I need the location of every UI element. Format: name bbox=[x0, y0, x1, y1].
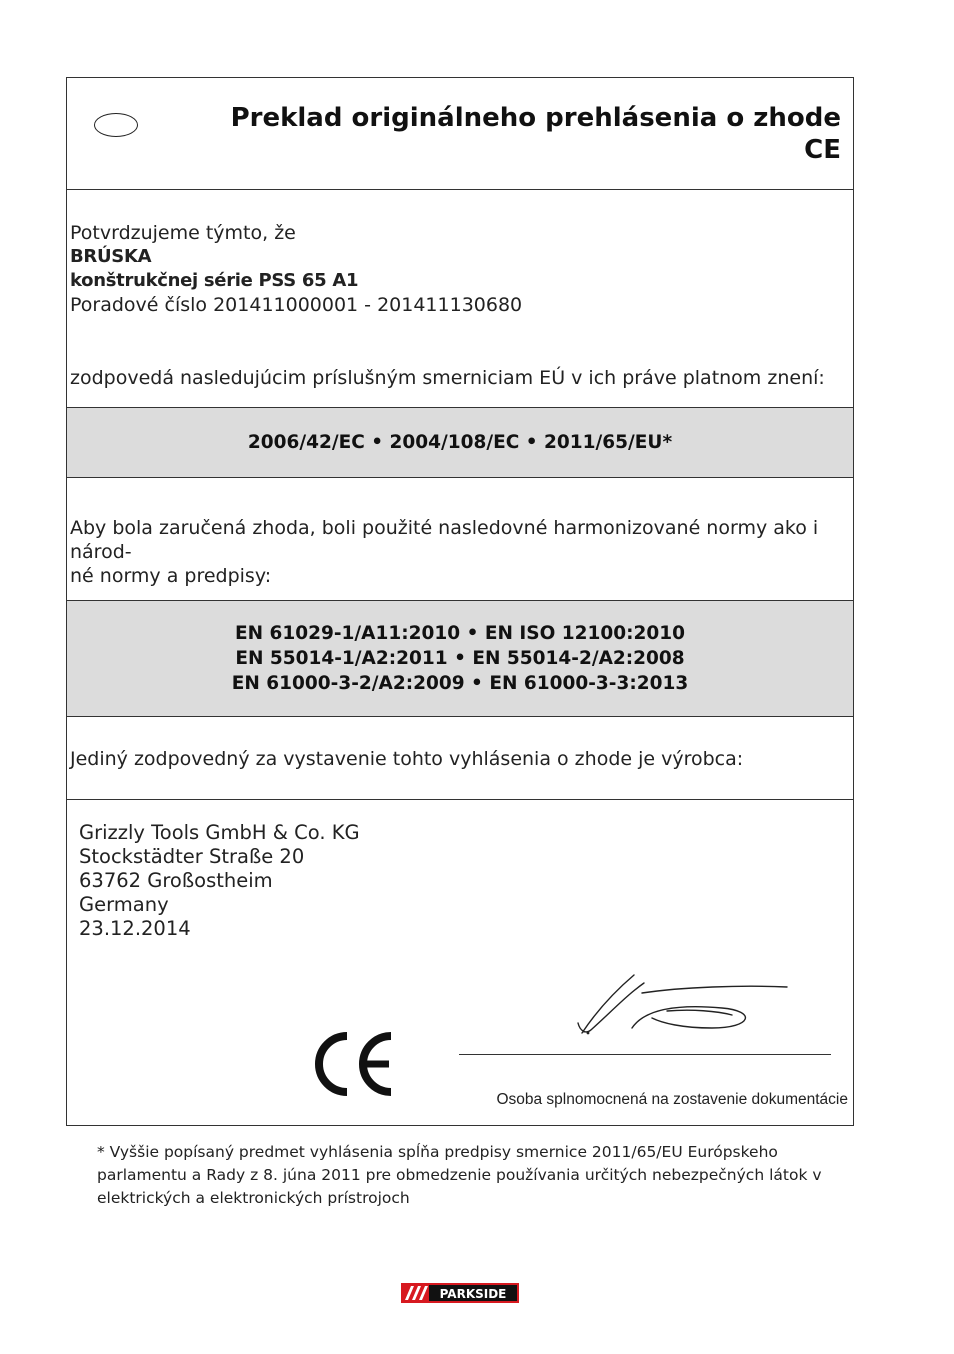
footnote-line: elektrických a elektronických prístrojoch bbox=[97, 1189, 410, 1207]
directives-intro: zodpovedá nasledujúcim príslušným smerniciam EÚ v ich práve platnom znení: bbox=[70, 367, 825, 389]
directives-list: 2006/42/EC • 2004/108/EC • 2011/65/EU* bbox=[247, 432, 673, 453]
norms-list bbox=[67, 621, 853, 696]
signature-line bbox=[459, 1054, 831, 1055]
address-line: Grizzly Tools GmbH & Co. KG bbox=[79, 821, 360, 844]
norm-line: EN 61000-3-2/A2:2009 • EN 61000-3-3:2013 bbox=[231, 673, 689, 694]
norms-intro-line-1: Aby bola zaručená zhoda, boli použité nasledovné harmonizované normy ako i národ- bbox=[70, 517, 819, 563]
norms-intro-line-2: né normy a predpisy: bbox=[70, 565, 272, 587]
intro-block bbox=[70, 221, 522, 317]
declaration-frame bbox=[66, 77, 854, 1126]
divider bbox=[67, 407, 853, 408]
footnote bbox=[97, 1141, 857, 1210]
divider bbox=[67, 716, 853, 717]
product-name: BRÚSKA bbox=[70, 246, 152, 267]
page-title bbox=[161, 102, 841, 166]
divider bbox=[67, 600, 853, 601]
brand-logo-text: PARKSIDE bbox=[439, 1287, 507, 1301]
product-series: konštrukčnej série PSS 65 A1 bbox=[70, 270, 359, 291]
divider bbox=[67, 477, 853, 478]
address-line: Germany bbox=[79, 893, 169, 916]
address-line: 63762 Großostheim bbox=[79, 869, 273, 892]
intro-line: Potvrdzujeme týmto, že bbox=[70, 222, 296, 244]
signature-icon bbox=[572, 973, 792, 1043]
footnote-line: * Vyššie popísaný predmet vyhlásenia spĺňa predpisy smernice 2011/65/EU Európskeho bbox=[97, 1143, 778, 1161]
divider bbox=[67, 799, 853, 800]
serial-number: Poradové číslo 201411000001 - 201411130680 bbox=[70, 294, 523, 316]
title-line-2: CE bbox=[804, 135, 841, 165]
ce-mark-icon bbox=[311, 1032, 395, 1096]
signature-caption: Osoba splnomocnená na zostavenie dokumentácie bbox=[496, 1091, 848, 1108]
divider bbox=[67, 189, 853, 190]
footnote-line: parlamentu a Rady z 8. júna 2011 pre obmedzenie používania určitých nebezpečných látok v bbox=[97, 1166, 822, 1184]
norm-line: EN 55014-1/A2:2011 • EN 55014-2/A2:2008 bbox=[235, 648, 685, 669]
norms-intro bbox=[70, 516, 853, 588]
norm-line: EN 61029-1/A11:2010 • EN ISO 12100:2010 bbox=[234, 623, 686, 644]
parkside-logo bbox=[401, 1283, 519, 1303]
title-line-1: Preklad originálneho prehlásenia o zhode bbox=[230, 103, 841, 133]
manufacturer-intro: Jediný zodpovedný za vystavenie tohto vyhlásenia o zhode je výrobca: bbox=[70, 748, 744, 770]
manufacturer-address bbox=[79, 821, 360, 941]
address-line: Stockstädter Straße 20 bbox=[79, 845, 305, 868]
country-oval-icon bbox=[94, 113, 138, 137]
date: 23.12.2014 bbox=[79, 917, 191, 940]
